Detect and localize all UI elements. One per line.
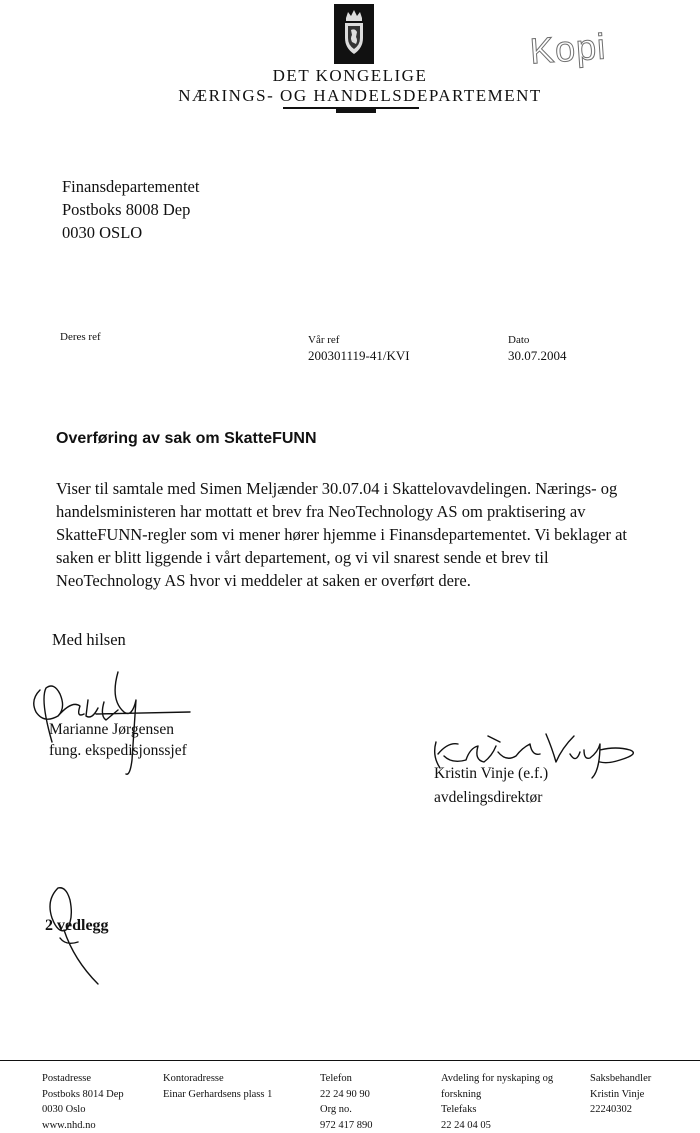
footer-line: Einar Gerhardsens plass 1 (163, 1087, 272, 1103)
deres-ref-label: Deres ref (60, 331, 101, 343)
kopi-stamp: Kopi (529, 25, 608, 72)
body-line: handelsministeren har mottatt et brev fra NeoTechnology AS om praktisering av (56, 502, 585, 522)
footer-label: Telefon (320, 1071, 373, 1087)
department-name-line1: DET KONGELIGE (0, 66, 700, 86)
var-ref-label: Vår ref (308, 334, 339, 346)
signature-2 (435, 734, 634, 778)
signatory-1-name: Marianne Jørgensen (49, 721, 174, 739)
var-ref-value: 200301119-41/KVI (308, 348, 410, 364)
footer-line: www.nhd.no (42, 1118, 124, 1133)
footer-line: forskning (441, 1087, 553, 1103)
footer-line: Postboks 8014 Dep (42, 1087, 124, 1103)
footer-divider (0, 1060, 700, 1061)
footer-line: Org no. (320, 1102, 373, 1118)
signature-1 (34, 672, 190, 774)
footer-line: Kristin Vinje (590, 1087, 651, 1103)
body-line: NeoTechnology AS hvor vi meddeler at saken er overført dere. (56, 571, 471, 591)
footer-avdeling (441, 1071, 553, 1133)
department-name-line2: NÆRINGS- OG HANDELSDEPARTEMENT (160, 86, 560, 106)
footer-telefon (320, 1071, 373, 1133)
body-line: Viser til samtale med Simen Meljænder 30.07.04 i Skattelovavdelingen. Nærings- og (56, 479, 617, 499)
footer-line: Telefaks (441, 1102, 553, 1118)
signatory-2-title: avdelingsdirektør (434, 789, 542, 807)
footer-saksbehandler (590, 1071, 651, 1118)
footer-line: 0030 Oslo (42, 1102, 124, 1118)
addressee-name: Finansdepartementet (62, 176, 199, 197)
footer-label: Postadresse (42, 1071, 124, 1087)
signatory-2-name: Kristin Vinje (e.f.) (434, 765, 548, 783)
footer-postadresse (42, 1071, 124, 1133)
footer-line: 22240302 (590, 1102, 651, 1118)
letter-subject: Overføring av sak om SkatteFUNN (56, 430, 317, 448)
enclosures-note: 2 vedlegg (45, 917, 109, 935)
footer-label: Avdeling for nyskaping og (441, 1071, 553, 1087)
body-line: saken er blitt liggende i vårt departement, og vi vil snarest sende et brev til (56, 548, 549, 568)
dato-value: 30.07.2004 (508, 348, 567, 364)
footer-line: 22 24 90 90 (320, 1087, 373, 1103)
body-line: SkatteFUNN-regler som vi mener hører hjemme i Finansdepartementet. Vi beklager at (56, 525, 627, 545)
closing-greeting: Med hilsen (52, 630, 126, 650)
signatory-1-title: fung. ekspedisjonssjef (49, 742, 187, 760)
footer-line: 22 24 04 05 (441, 1118, 553, 1133)
dato-label: Dato (508, 334, 529, 346)
footer-kontoradresse (163, 1071, 272, 1102)
initial-mark (50, 888, 98, 984)
footer-label: Kontoradresse (163, 1071, 272, 1087)
addressee-postbox: Postboks 8008 Dep (62, 199, 190, 220)
footer-line: 972 417 890 (320, 1118, 373, 1133)
footer-label: Saksbehandler (590, 1071, 651, 1087)
addressee-city: 0030 OSLO (62, 222, 142, 243)
